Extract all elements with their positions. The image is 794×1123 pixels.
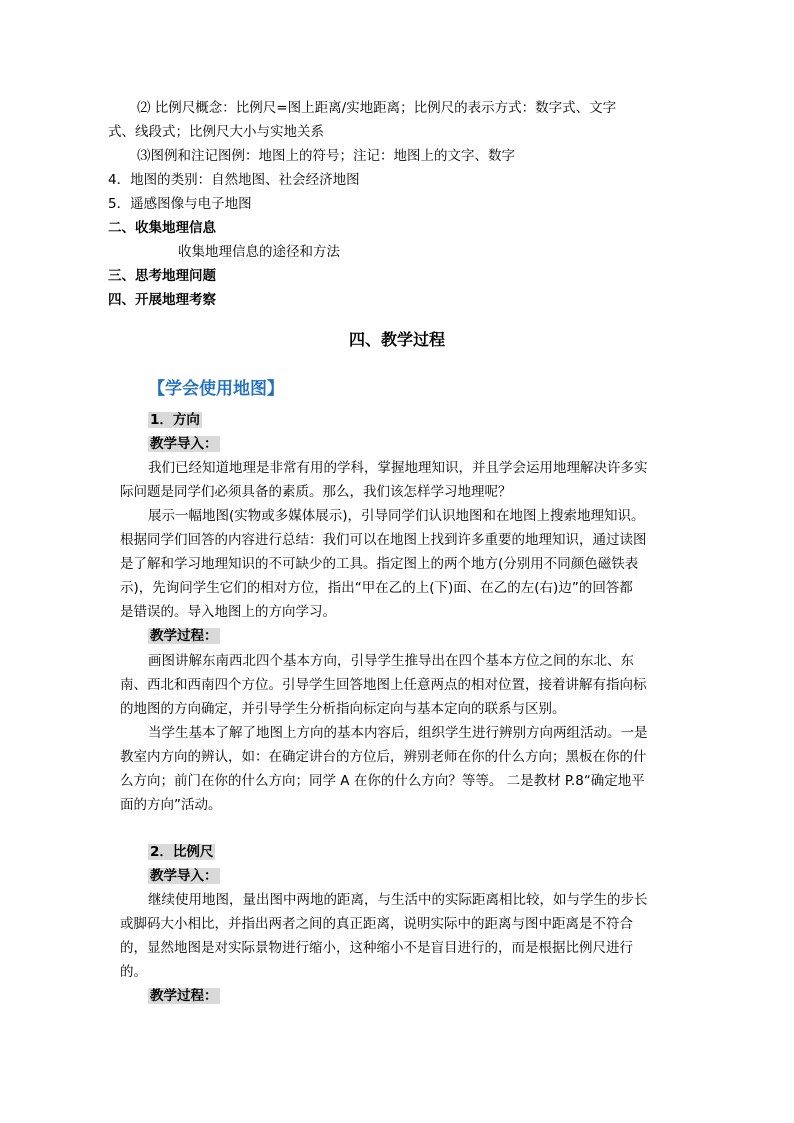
text-line: 式、线段式；比例尺大小与实地关系: [108, 124, 324, 140]
section-heading: 三、思考地理问题: [108, 268, 216, 284]
paragraph-line: 当学生基本了解了地图上方向的基本内容后，组织学生进行辨别方向两组活动。一是: [148, 725, 648, 741]
text-line: ⑶图例和注记图例：地图上的符号；注记：地图上的文字、数字: [137, 148, 515, 164]
paragraph-line: 展示一幅地图(实物或多媒体展示)，引导同学们认识地图和在地图上搜索地理知识。: [148, 508, 645, 524]
intro-label: 教学导入：: [150, 436, 218, 452]
process-label: 教学过程：: [150, 628, 218, 644]
paragraph-line: 根据同学们回答的内容进行总结：我们可以在地图上找到许多重要的地理知识，通过读图: [120, 532, 647, 548]
paragraph-line: 继续使用地图，量出图中两地的距离，与生活中的实际距离相比较，如与学生的步长: [148, 892, 648, 908]
paragraph-line: 的地图的方向确定，并引导学生分析指向标定向与基本定向的联系与区别。: [120, 701, 566, 717]
intro-label: 教学导入：: [150, 868, 218, 884]
section-heading: 四、开展地理考察: [108, 292, 216, 308]
section-heading: 二、收集地理信息: [108, 220, 216, 236]
paragraph-line: 面的方向”活动。: [120, 797, 222, 813]
paragraph-line: 么方向；前门在你的什么方向；同学 A 在你的什么方向？等等。 二是教材 P.8“确定地平: [120, 773, 645, 789]
paragraph-line: 是了解和学习地理知识的不可缺少的工具。指定图上的两个地方(分别用不同颜色磁铁表: [120, 556, 639, 572]
paragraph-line: 教室内方向的辨认，如：在确定讲台的方位后，辨别老师在你的什么方向；黑板在你的什: [120, 749, 647, 765]
text-line: 4．地图的类别：自然地图、社会经济地图: [108, 172, 360, 188]
paragraph-line: 的。: [120, 964, 147, 980]
process-label: 教学过程：: [150, 988, 218, 1004]
paragraph-line: 的，显然地图是对实际景物进行缩小，这种缩小不是盲目进行的，而是根据比例尺进行: [120, 940, 633, 956]
paragraph-line: 际问题是同学们必须具备的素质。那么，我们该怎样学习地理呢？: [120, 484, 512, 500]
subsection-title: 【学会使用地图】: [148, 379, 284, 399]
paragraph-line: 是错误的。导入地图上的方向学习。: [120, 604, 336, 620]
topic-heading: 2．比例尺: [150, 844, 214, 860]
paragraph-line: 或脚码大小相比，并指出两者之间的真正距离，说明实际中的距离与图中距离是不符合: [120, 916, 633, 932]
text-line: 收集地理信息的途径和方法: [178, 244, 340, 260]
text-line: ⑵ 比例尺概念：比例尺=图上距离/实地距离；比例尺的表示方式：数字式、文字: [137, 100, 617, 116]
paragraph-line: 我们已经知道地理是非常有用的学科，掌握地理知识，并且学会运用地理解决许多实: [148, 460, 648, 476]
paragraph-line: 示)，先询问学生它们的相对方位，指出“甲在乙的上(下)面、在乙的左(右)边”的回答都: [120, 580, 633, 596]
topic-heading: 1．方向: [150, 412, 200, 428]
paragraph-line: 画图讲解东南西北四个基本方向，引导学生推导出在四个基本方位之间的东北、东: [148, 653, 634, 669]
text-line: 5．遥感图像与电子地图: [108, 196, 252, 212]
page-title: 四、教学过程: [348, 330, 445, 349]
paragraph-line: 南、西北和西南四个方位。引导学生回答地图上任意两点的相对位置，接着讲解有指向标: [120, 677, 647, 693]
